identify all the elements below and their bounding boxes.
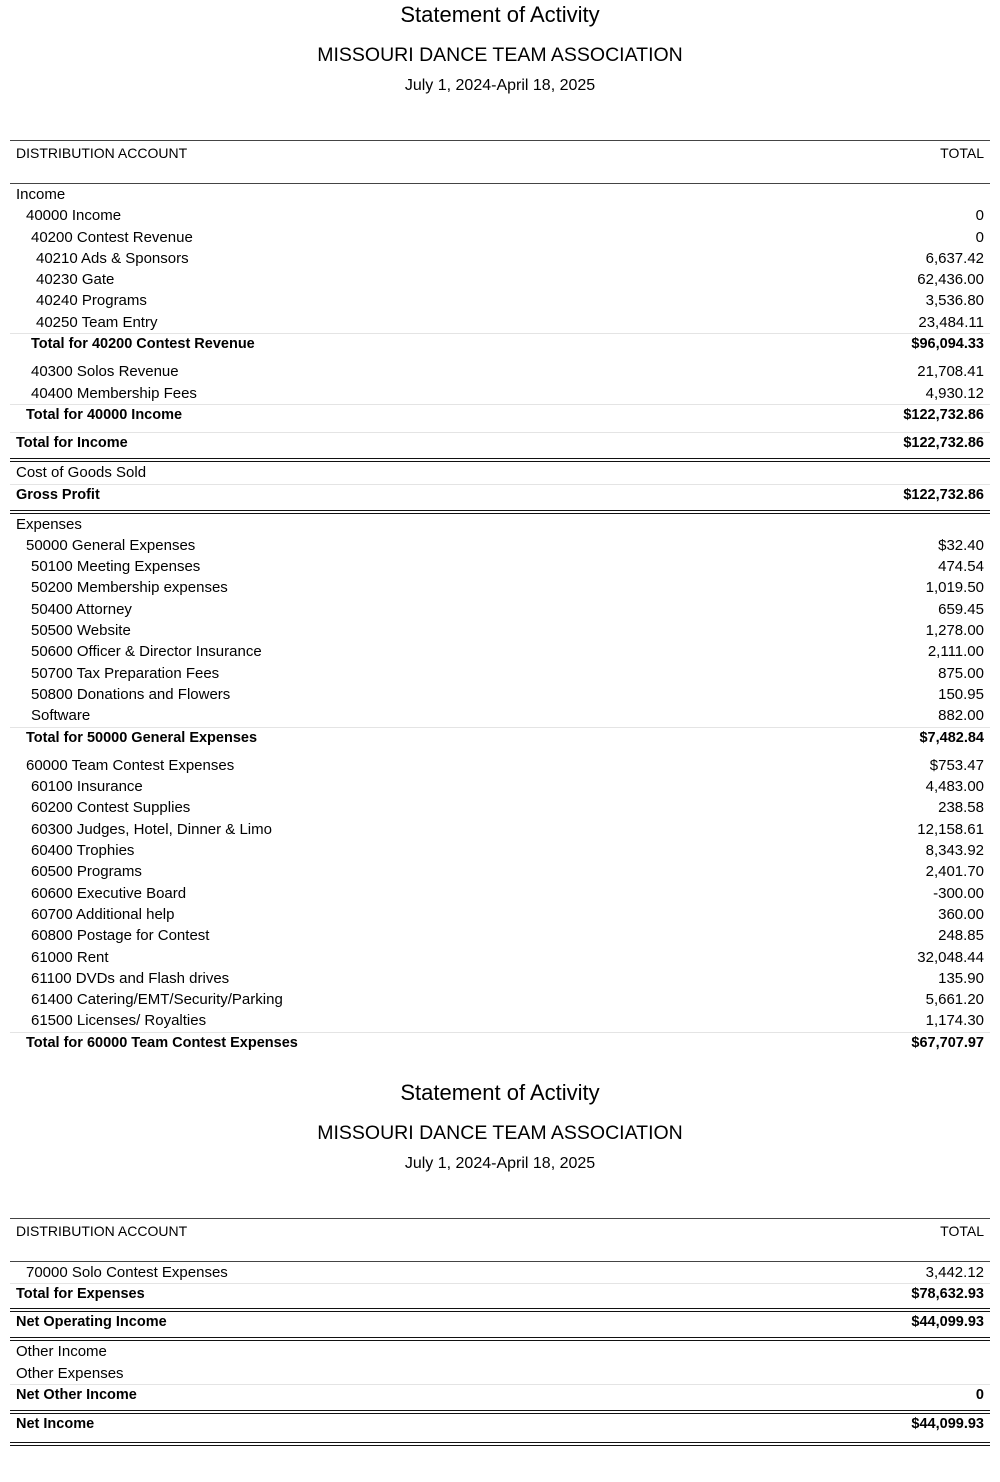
account-row: 50000 General Expenses $32.40 xyxy=(26,536,984,554)
account-row: 50700 Tax Preparation Fees 875.00 xyxy=(31,664,984,682)
account-row: 61400 Catering/EMT/Security/Parking 5,661.20 xyxy=(31,991,984,1009)
column-header-total: TOTAL xyxy=(940,145,984,161)
account-row: 50400 Attorney 659.45 xyxy=(31,600,984,618)
section-other-income: Other Income xyxy=(16,1343,107,1361)
account-row: 50100 Meeting Expenses 474.54 xyxy=(31,558,984,576)
account-row: 40230 Gate 62,436.00 xyxy=(36,271,984,289)
account-row: 60400 Trophies 8,343.92 xyxy=(31,842,984,860)
account-row: 60800 Postage for Contest 248.85 xyxy=(31,927,984,945)
column-header-total: TOTAL xyxy=(940,1223,984,1239)
account-row: 50800 Donations and Flowers 150.95 xyxy=(31,685,984,703)
account-row: 60100 Insurance 4,483.00 xyxy=(31,778,984,796)
report-title-page-2: Statement of Activity xyxy=(400,1080,600,1105)
company-name: MISSOURI DANCE TEAM ASSOCIATION xyxy=(317,44,683,66)
section-cogs: Cost of Goods Sold xyxy=(16,464,147,482)
account-row: 60500 Programs 2,401.70 xyxy=(31,863,984,881)
account-row: 60300 Judges, Hotel, Dinner & Limo 12,158.61 xyxy=(31,820,984,838)
section-expenses: Expenses xyxy=(16,515,82,533)
account-row: 40200 Contest Revenue 0 xyxy=(31,228,984,246)
account-row: 60200 Contest Supplies 238.58 xyxy=(31,799,984,817)
account-row: Software 882.00 xyxy=(31,707,984,725)
subtotal-row: Total for 60000 Team Contest Expenses $67,707.97 xyxy=(10,1032,990,1054)
account-row: 61100 DVDs and Flash drives 135.90 xyxy=(31,969,984,987)
net-income-row: Net Income $44,099.93 xyxy=(10,1414,990,1446)
date-range-page-2: July 1, 2024-April 18, 2025 xyxy=(404,1155,596,1172)
subtotal-row: Total for 40200 Contest Revenue $96,094.33 xyxy=(10,333,990,355)
company-name-page-2: MISSOURI DANCE TEAM ASSOCIATION xyxy=(317,1122,683,1144)
section-other-expenses: Other Expenses xyxy=(16,1364,124,1382)
account-row: 61500 Licenses/ Royalties 1,174.30 xyxy=(31,1012,984,1030)
account-row: 60600 Executive Board -300.00 xyxy=(31,884,984,902)
net-operating-income-row: Net Operating Income $44,099.93 xyxy=(10,1312,990,1341)
account-row: 40210 Ads & Sponsors 6,637.42 xyxy=(36,249,984,267)
report-table-page-2 xyxy=(10,1218,990,1446)
column-header-account: DISTRIBUTION ACCOUNT xyxy=(16,145,188,161)
subtotal-row: Total for 40000 Income $122,732.86 xyxy=(10,404,990,426)
report-table-page-1 xyxy=(10,140,990,1054)
account-row: 40000 Income 0 xyxy=(26,207,984,225)
column-header-account: DISTRIBUTION ACCOUNT xyxy=(16,1223,188,1239)
date-range: July 1, 2024-April 18, 2025 xyxy=(404,77,596,94)
report-title: Statement of Activity xyxy=(400,2,600,27)
account-row: 50200 Membership expenses 1,019.50 xyxy=(31,579,984,597)
account-row: 40240 Programs 3,536.80 xyxy=(36,292,984,310)
total-income-row: Total for Income $122,732.86 xyxy=(10,432,990,462)
total-expenses-row: Total for Expenses $78,632.93 xyxy=(10,1283,990,1312)
account-row: 61000 Rent 32,048.44 xyxy=(31,948,984,966)
account-row: 60000 Team Contest Expenses $753.47 xyxy=(26,756,984,774)
account-row: 50600 Officer & Director Insurance 2,111.00 xyxy=(31,643,984,661)
account-row: 40250 Team Entry 23,484.11 xyxy=(36,313,984,331)
account-row: 60700 Additional help 360.00 xyxy=(31,905,984,923)
column-header-row xyxy=(10,140,990,184)
subtotal-row: Total for 50000 General Expenses $7,482.84 xyxy=(10,727,990,749)
account-row: 50500 Website 1,278.00 xyxy=(31,622,984,640)
column-header-row xyxy=(10,1218,990,1262)
account-row: 40300 Solos Revenue 21,708.41 xyxy=(31,363,984,381)
account-row: 70000 Solo Contest Expenses 3,442.12 xyxy=(26,1264,984,1281)
net-other-income-row: Net Other Income 0 xyxy=(10,1384,990,1414)
gross-profit-row: Gross Profit $122,732.86 xyxy=(10,484,990,514)
account-row: 40400 Membership Fees 4,930.12 xyxy=(31,384,984,402)
section-income: Income xyxy=(16,186,66,203)
